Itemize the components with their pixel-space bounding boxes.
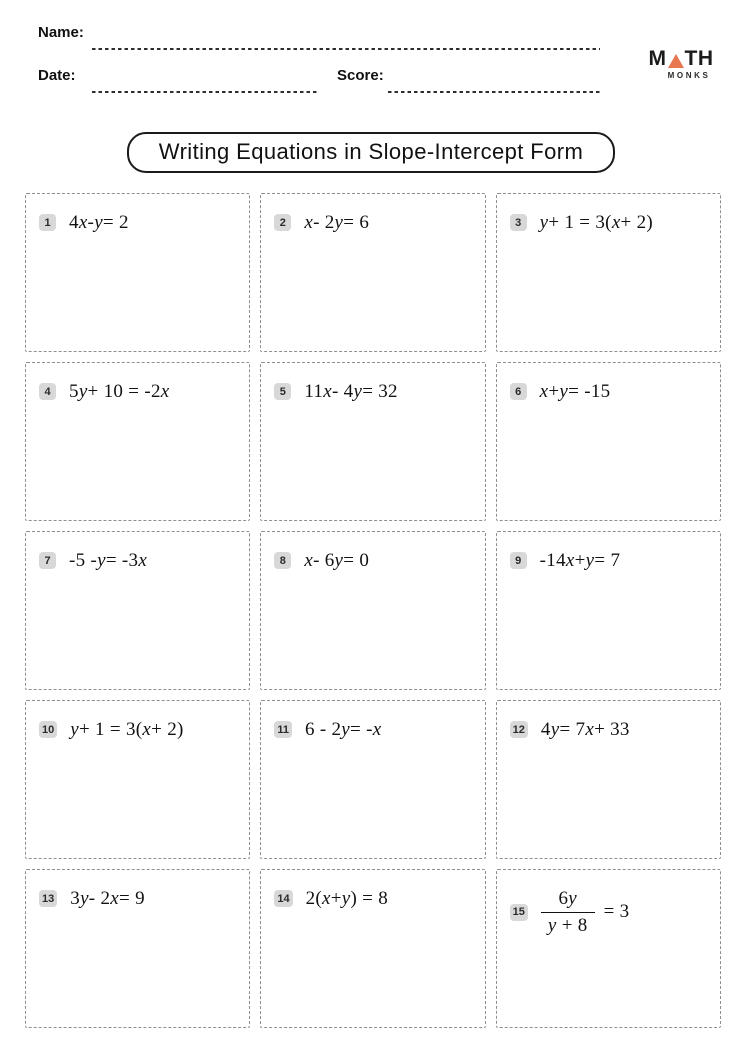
problem-equation: 6 - 2 y = - x <box>304 719 382 740</box>
name-write-line <box>92 48 600 50</box>
date-label: Date: <box>38 67 76 84</box>
logo-wordmark <box>642 48 720 69</box>
problem-equation: -5 - y = -3 x <box>69 550 148 571</box>
page-title: Writing Equations in Slope-Intercept Form <box>127 132 615 173</box>
problem-box-3 <box>496 193 721 352</box>
problem-box-5 <box>260 362 485 521</box>
problem-equation: 3 y - 2 x = 9 <box>70 888 145 909</box>
problem-equation: 11 x - 4 y = 32 <box>304 381 398 402</box>
problem-equation: -14 x + y = 7 <box>539 550 621 571</box>
fraction <box>541 887 595 938</box>
problem-number: 3 <box>510 214 527 231</box>
math-monks-logo <box>642 48 720 80</box>
problem-box-13 <box>25 869 250 1028</box>
problem-number: 11 <box>274 721 292 738</box>
problem-number: 4 <box>39 383 56 400</box>
problem-number: 13 <box>39 890 57 907</box>
problem-equation: 4 y = 7 x + 33 <box>540 719 630 740</box>
problem-equation: y + 1 = 3( x + 2) <box>539 212 654 233</box>
problem-equation: x + y = -15 <box>539 381 611 402</box>
problem-equation <box>541 887 630 938</box>
name-label: Name: <box>38 24 84 41</box>
fraction-rhs: = 3 <box>603 901 630 923</box>
problem-box-11 <box>260 700 485 859</box>
problem-box-15 <box>496 869 721 1028</box>
problem-number: 1 <box>39 214 56 231</box>
problem-number: 15 <box>510 904 528 921</box>
problem-equation: x - 6 y = 0 <box>304 550 370 571</box>
title-container <box>0 132 742 173</box>
problem-box-12 <box>496 700 721 859</box>
score-write-line <box>388 91 600 93</box>
problem-box-6 <box>496 362 721 521</box>
problem-equation: 5 y + 10 = -2 x <box>69 381 170 402</box>
logo-subtext: MONKS <box>667 71 711 80</box>
fraction-numerator: 6y <box>558 888 577 909</box>
problem-box-4 <box>25 362 250 521</box>
problem-number: 7 <box>39 552 56 569</box>
logo-part2: TH <box>684 47 714 70</box>
score-label: Score: <box>337 67 384 84</box>
problem-equation: 2( x + y ) = 8 <box>305 888 389 909</box>
problem-box-7 <box>25 531 250 690</box>
fraction-denominator: y + 8 <box>541 912 595 938</box>
date-write-line <box>92 91 318 93</box>
problem-box-2 <box>260 193 485 352</box>
problems-grid <box>25 193 721 1028</box>
logo-part1: M <box>648 47 667 70</box>
problem-equation: y + 1 = 3( x + 2) <box>70 719 184 740</box>
problem-number: 8 <box>274 552 291 569</box>
triangle-icon <box>668 54 684 68</box>
problem-equation: 4 x - y = 2 <box>69 212 129 233</box>
problem-box-8 <box>260 531 485 690</box>
problem-number: 10 <box>39 721 57 738</box>
problem-box-1 <box>25 193 250 352</box>
problem-number: 2 <box>274 214 291 231</box>
problem-number: 5 <box>274 383 291 400</box>
problem-number: 14 <box>274 890 292 907</box>
problem-box-14 <box>260 869 485 1028</box>
problem-number: 9 <box>510 552 527 569</box>
problem-number: 6 <box>510 383 527 400</box>
problem-box-10 <box>25 700 250 859</box>
problem-equation: x - 2 y = 6 <box>304 212 370 233</box>
problem-box-9 <box>496 531 721 690</box>
problem-number: 12 <box>510 721 528 738</box>
